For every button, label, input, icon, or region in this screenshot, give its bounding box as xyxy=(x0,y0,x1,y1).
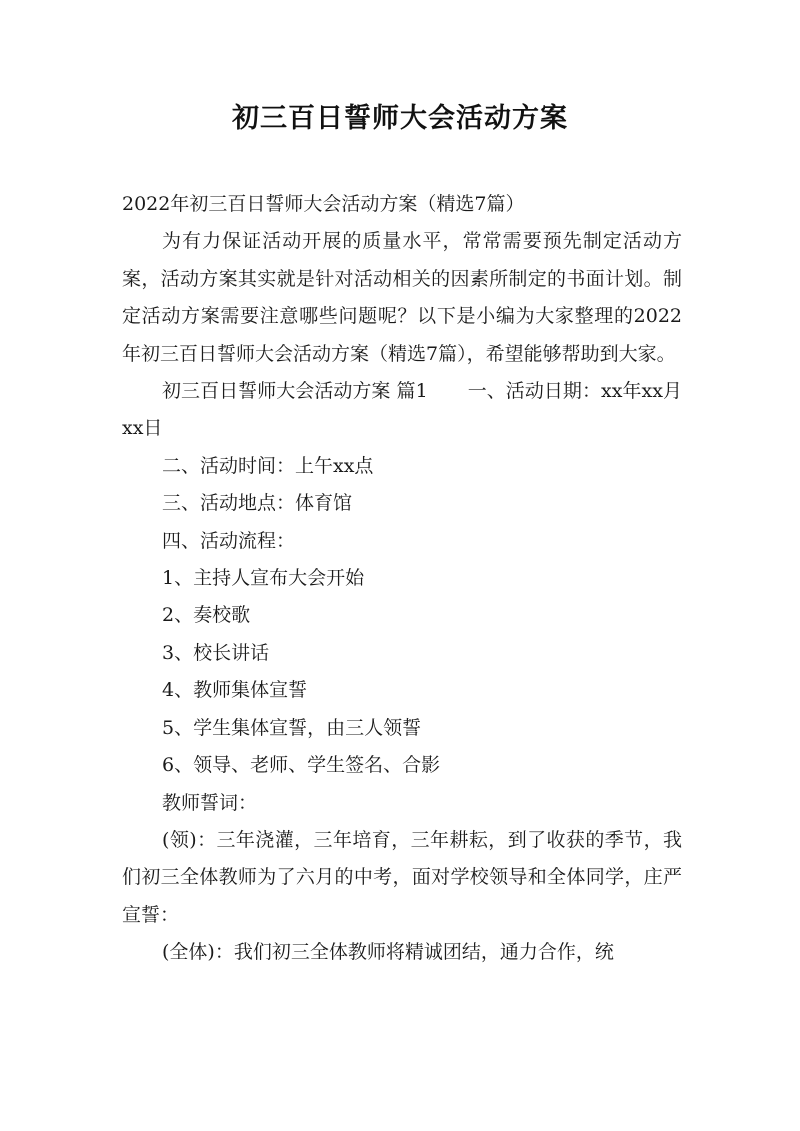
process-step: 3、校长讲话 xyxy=(162,641,270,664)
process-step: 1、主持人宣布大会开始 xyxy=(162,567,365,590)
activity-date: 一、活动日期：xx年xx月xx日 xyxy=(122,380,682,440)
process-step: 2、奏校歌 xyxy=(162,604,251,627)
intro-paragraph: 为有力保证活动开展的质量水平，常常需要预先制定活动方案，活动方案其实就是针对活动相关的因素所制定的书面计划。制定活动方案需要注意哪些问题呢？以下是小编为大家整理的2022年初三百日誓师大会活动方案（精选7篇），希望能够帮助到大家。 xyxy=(122,230,682,365)
oath-all-paragraph: (全体)：我们初三全体教师将精诚团结，通力合作，统 xyxy=(162,941,614,964)
process-heading: 四、活动流程： xyxy=(162,529,296,552)
process-step: 6、领导、老师、学生签名、合影 xyxy=(162,754,441,777)
oath-heading: 教师誓词： xyxy=(162,791,258,814)
section-paragraph xyxy=(122,373,682,448)
activity-time: 二、活动时间：上午xx点 xyxy=(162,454,374,477)
document-body xyxy=(122,186,682,972)
process-step: 5、学生集体宣誓，由三人领誓 xyxy=(162,716,422,739)
section-heading: 初三百日誓师大会活动方案 篇1 xyxy=(162,380,428,403)
activity-place: 三、活动地点：体育馆 xyxy=(162,492,353,515)
process-step: 4、教师集体宣誓 xyxy=(162,679,308,702)
oath-lead-paragraph: (领)：三年浇灌，三年培育，三年耕耘，到了收获的季节，我们初三全体教师为了六月的中考，面对学校领导和全体同学，庄严宣誓： xyxy=(122,828,682,926)
document-title: 初三百日誓师大会活动方案 xyxy=(232,103,568,134)
document-subtitle: 2022年初三百日誓师大会活动方案（精选7篇） xyxy=(122,193,525,215)
